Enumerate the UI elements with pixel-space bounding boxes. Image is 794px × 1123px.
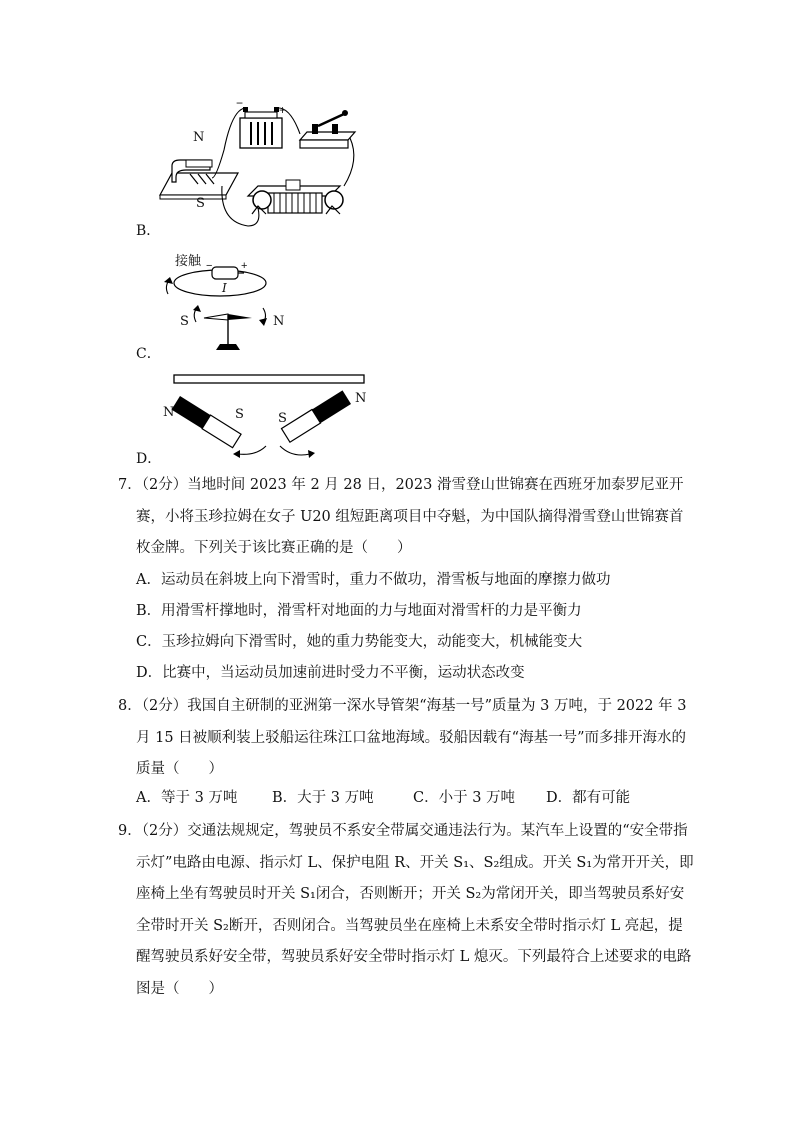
option-letter-c: C． [136,346,161,362]
option-letter-d: D． [136,451,162,467]
compass-north-label: N [273,314,285,329]
contact-label: 接触 [175,254,202,269]
question-8-option-d[interactable]: D．都有可能 [546,790,631,806]
question-8-option-a[interactable]: A．等于 3 万吨 [136,790,238,806]
question-number: 9． [118,823,142,839]
right-magnet-north-label: N [355,391,367,406]
magnet-south-label: S [196,196,205,211]
question-text: （2分）我国自主研制的亚洲第一深水导管架“海基一号”质量为 3 万吨，于 2022 年 3 月 15 日被顺利装上驳船运往珠江口盆地海域。驳船因载有“海基一号”而多排开海水的质量（ ） [136,698,687,777]
question-number: 7． [118,477,142,493]
question-7-option-d[interactable]: D．比赛中，当运动员加速前进时受力不平衡，运动状态改变 [136,665,525,681]
question-7-option-b[interactable]: B．用滑雪杆撑地时，滑雪杆对地面的力与地面对滑雪杆的力是平衡力 [136,603,582,619]
magnet-north-label: N [193,130,205,145]
right-magnet-south-label: S [278,411,287,426]
swing-arrow-right-icon [280,446,310,455]
question-9-stem [118,816,696,1005]
bar-magnet-right-icon [281,390,351,442]
question-7-option-a[interactable]: A．运动员在斜坡上向下滑雪时，重力不做功，滑雪板与地面的摩擦力做功 [136,572,611,588]
question-8-option-b[interactable]: B．大于 3 万吨 [272,790,374,806]
bar-magnet-left-icon [172,396,242,448]
cell-plus-label: + [241,260,248,272]
battery-plus-label: + [279,103,287,117]
left-magnet-north-label: N [163,405,175,420]
question-7-option-c[interactable]: C．玉珍拉姆向下滑雪时，她的重力势能变大，动能变大，机械能变大 [136,634,583,650]
question-text: （2分）当地时间 2023 年 2 月 28 日，2023 滑雪登山世锦赛在西班牙加泰罗尼亚开赛，小将玉珍拉姆在女子 U20 组短距离项目中夺魁，为中国队摘得滑雪登山世锦赛首枚金牌。下列关于该比赛正确的是（ ） [136,477,684,556]
cell-minus-label: − [206,260,213,272]
question-text: （2分）交通法规规定，驾驶员不系安全带属交通违法行为。某汽车上设置的“安全带指示灯”电路由电源、指示灯 L、保护电阻 R、开关 S₁、S₂组成。开关 S₁为常开开关，即座椅上坐有驾驶员时开关 S₁闭合，否则断开；开关 S₂为常闭开关，即当驾驶员系好安全带时开关 S₂断开，否则闭合。当驾驶员坐在座椅上未系安全带时指示灯 L 亮起，提醒驾驶员系好安全带，驾驶员系好安全带时指示灯 L 熄灭。下列最符合上述要求的电路图是（ ） [136,823,694,997]
question-number: 8． [118,698,142,714]
current-label: I [222,281,227,295]
option-letter-b: B． [136,223,161,239]
question-8-option-c[interactable]: C．小于 3 万吨 [413,790,516,806]
compass-south-label: S [180,314,189,329]
question-8-stem [118,691,696,786]
left-magnet-south-label: S [235,407,244,422]
battery-minus-label: − [236,96,244,110]
question-7-stem [118,470,696,565]
swing-arrow-left-icon [238,446,266,454]
